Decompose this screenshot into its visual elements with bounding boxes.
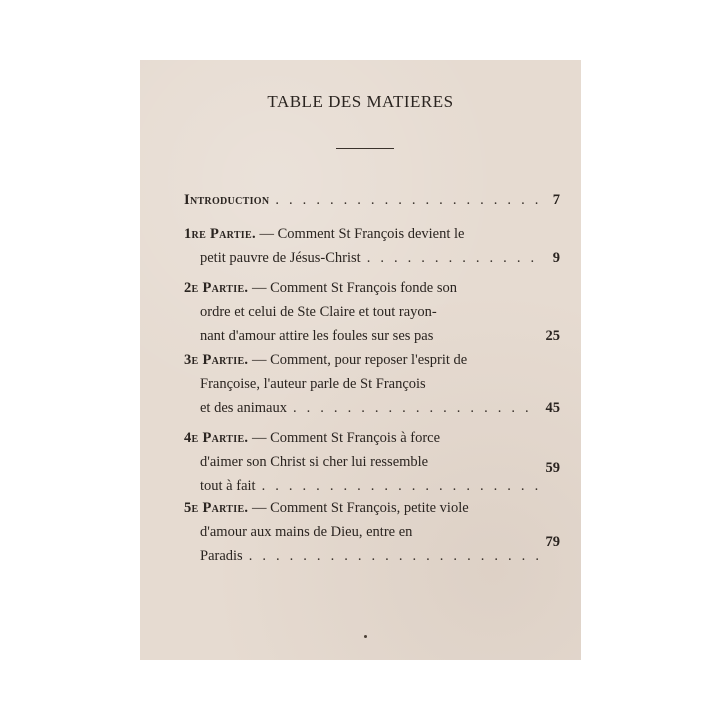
toc-page-number: 45 (545, 400, 560, 416)
toc-page-number: 9 (552, 250, 560, 266)
toc-entry-lead: 1re Partie. (184, 226, 256, 242)
dot-leader (275, 188, 546, 212)
toc-entry-line: et des animaux (200, 400, 287, 416)
dot-leader (262, 474, 538, 498)
toc-page-number: 7 (552, 192, 560, 208)
toc-entry-line: nant d'amour attire les foules sur ses pas (200, 328, 434, 344)
dot-leader (367, 246, 538, 270)
toc-entry-line: Françoise, l'auteur parle de St François (200, 376, 426, 392)
toc-entry-lead: 5e Partie. (184, 500, 249, 516)
toc-entry-line: ordre et celui de Ste Claire et tout rayon- (200, 304, 437, 320)
toc-page-number: 79 (545, 534, 560, 550)
toc-entry-part-2 (184, 276, 560, 348)
toc-page-number: 25 (545, 328, 560, 344)
toc-entry-part-5 (184, 496, 560, 568)
ink-speck (364, 635, 367, 638)
toc-entry-lead: Introduction (184, 192, 270, 208)
toc-entry-part-1 (184, 222, 560, 270)
toc-entry-line: tout à fait (200, 478, 256, 494)
toc-entry-part-3 (184, 348, 560, 420)
dot-leader (293, 396, 538, 420)
toc-entry-line: — Comment St François à force (248, 430, 441, 446)
toc-entry-line: petit pauvre de Jésus-Christ (200, 250, 361, 266)
toc-entry-lead: 2e Partie. (184, 280, 249, 296)
toc-entry-line: d'aimer son Christ si cher lui ressemble (200, 454, 429, 470)
page-title: TABLE DES MATIERES (267, 92, 454, 111)
toc-entry-line: d'amour aux mains de Dieu, entre en (200, 524, 413, 540)
toc-entry-lead: 3e Partie. (184, 352, 249, 368)
toc-entry-part-4 (184, 426, 560, 498)
title-divider (336, 148, 394, 149)
toc-entry-line: — Comment St François devient le (255, 226, 465, 242)
toc-page-number: 59 (545, 460, 560, 476)
toc-entry-introduction (184, 188, 560, 212)
dot-leader (249, 544, 538, 568)
toc-entry-line: — Comment, pour reposer l'esprit de (248, 352, 468, 368)
book-page (140, 60, 581, 660)
toc-entry-lead: 4e Partie. (184, 430, 249, 446)
toc-entry-line: — Comment St François, petite viole (248, 500, 469, 516)
toc-entry-line: Paradis (200, 548, 243, 564)
toc-entry-line: — Comment St François fonde son (248, 280, 457, 296)
